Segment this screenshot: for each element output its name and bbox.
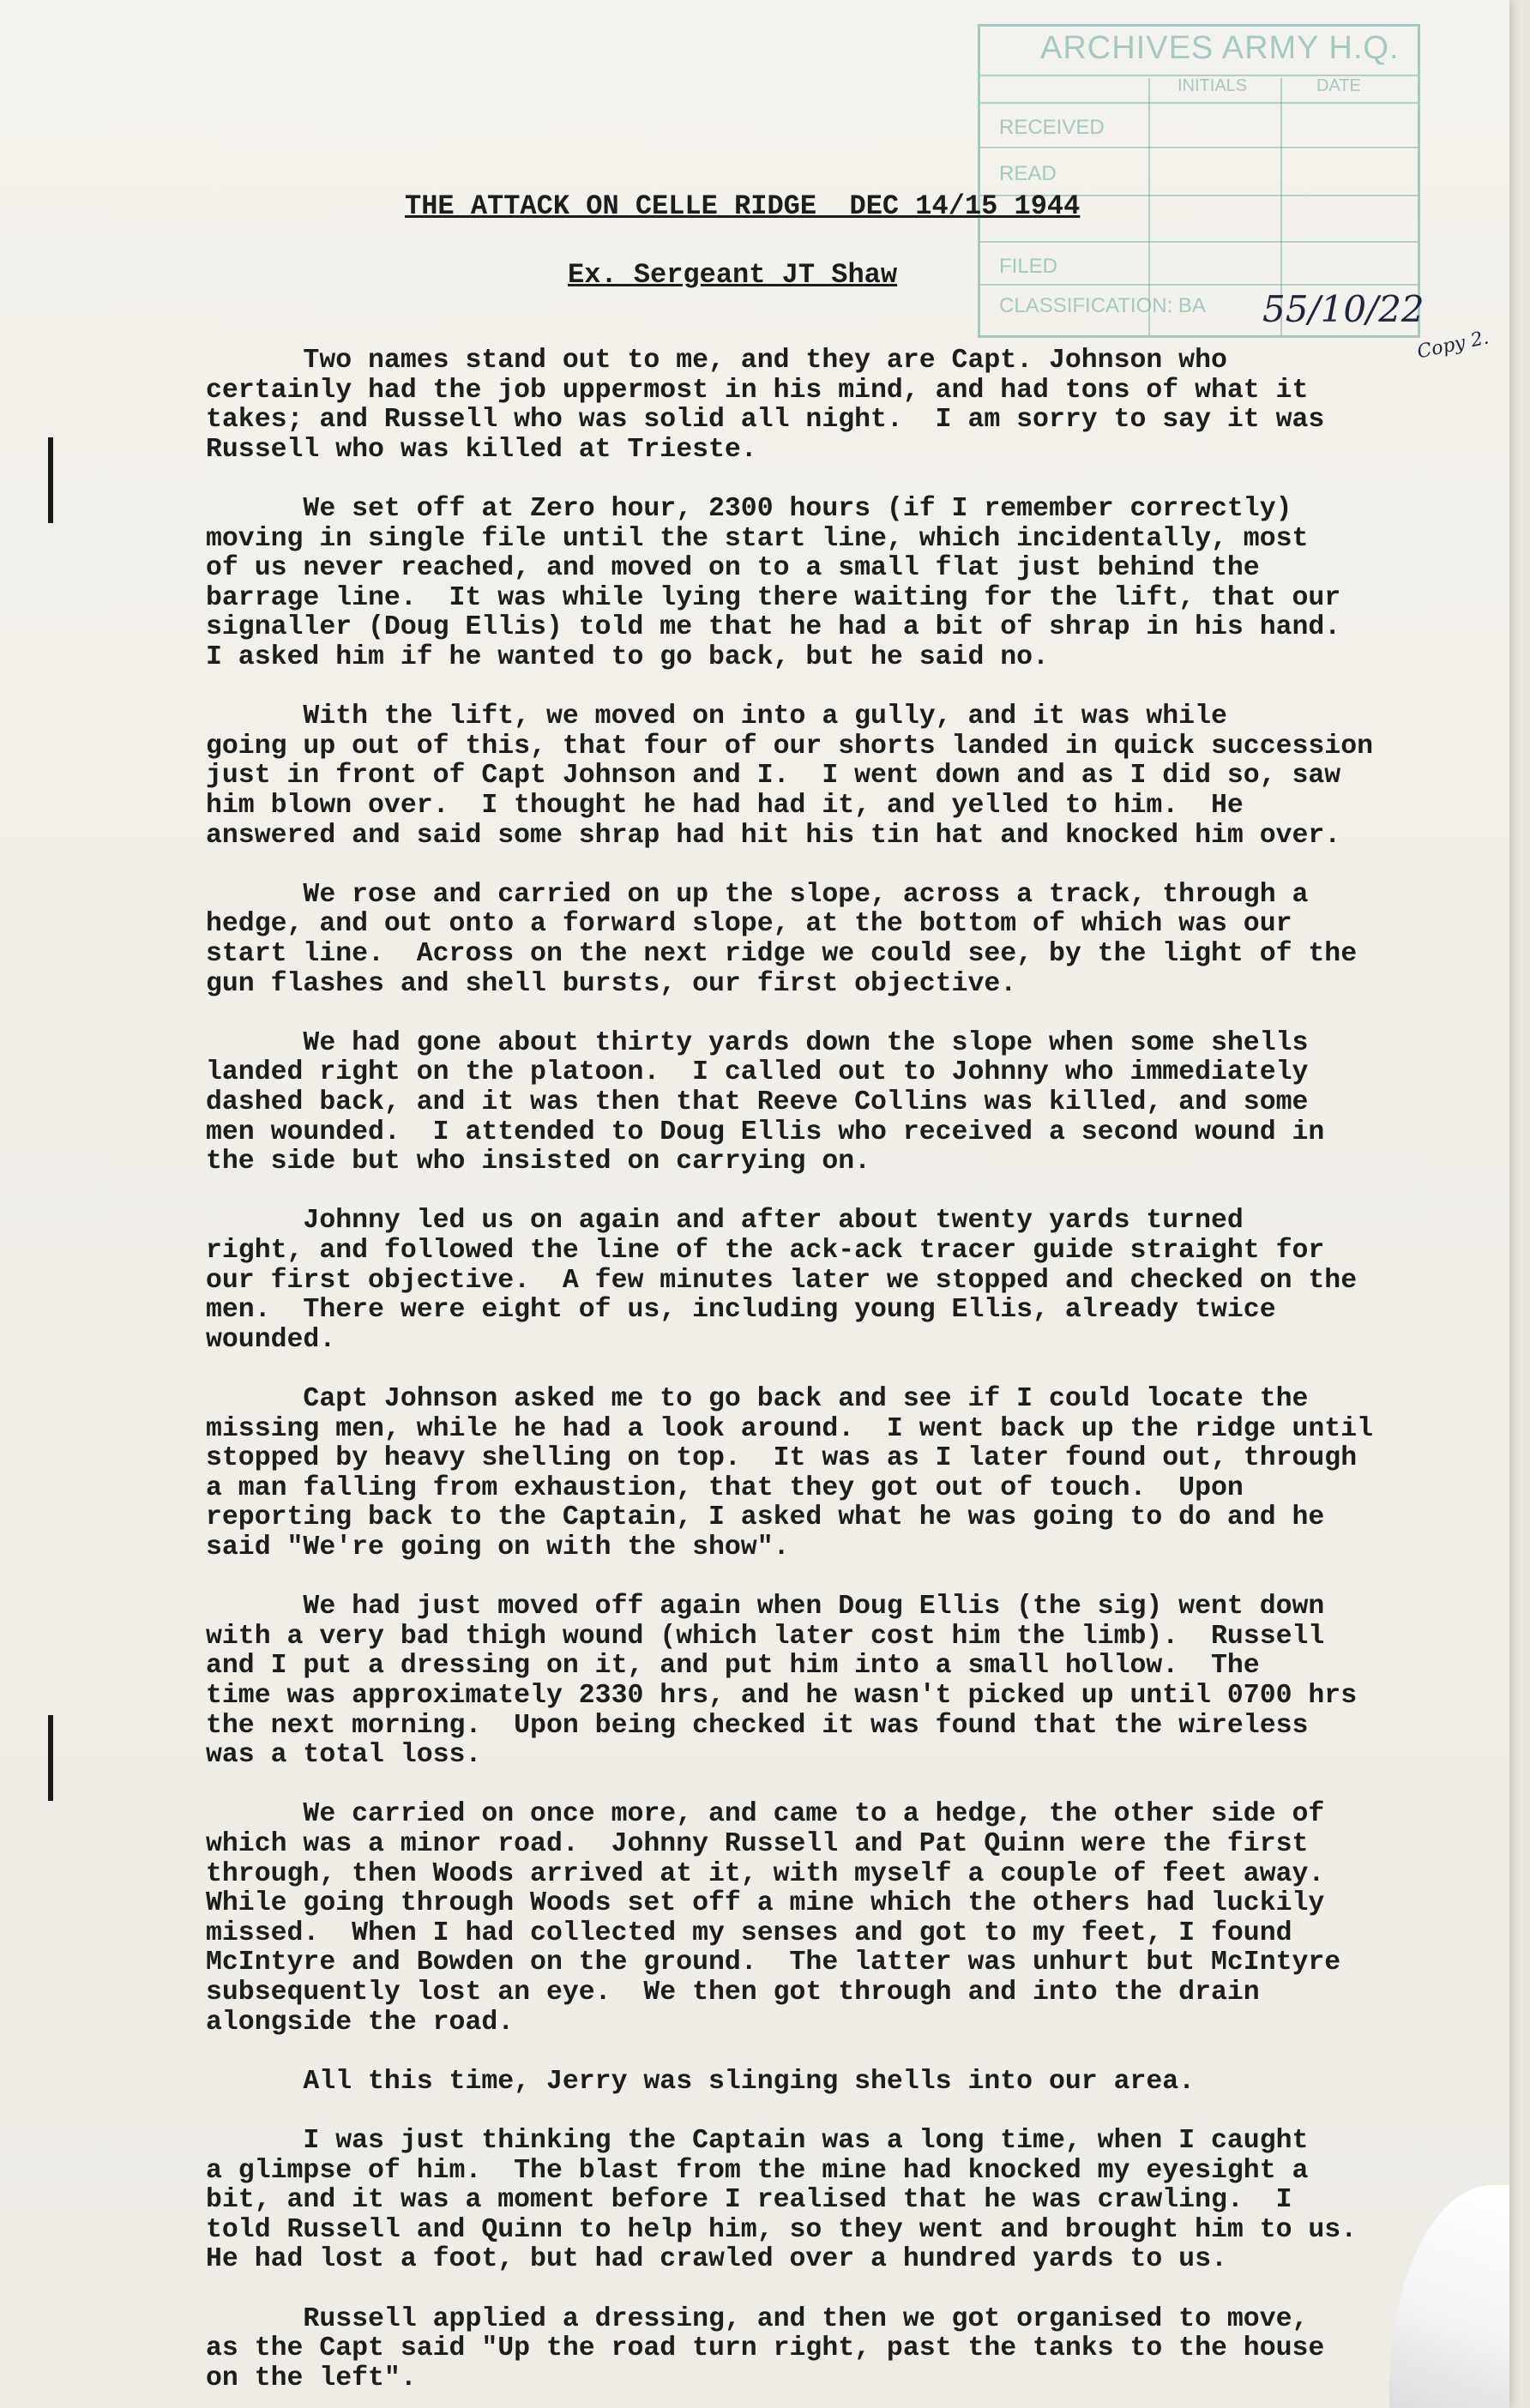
text-line: the side but who insisted on carrying on.: [206, 1147, 871, 1177]
text-line: moving in single file until the start line, which incidentally, most: [206, 523, 1309, 554]
page-curl: [1389, 2185, 1509, 2408]
text-line: the next morning. Upon being checked it was found that the wireless: [206, 1710, 1309, 1741]
text-line: I asked him if he wanted to go back, but he said no.: [206, 642, 1049, 672]
text-line: our first objective. A few minutes later we stopped and checked on the: [206, 1265, 1358, 1296]
text-line: was a total loss.: [206, 1740, 482, 1771]
text-line: answered and said some shrap had hit his tin hat and knocked him over.: [206, 820, 1341, 851]
text-line: Capt Johnson asked me to go back and see if I could locate the: [206, 1384, 1309, 1414]
text-line: hedge, and out onto a forward slope, at the bottom of which was our: [206, 909, 1292, 940]
text-line: just in front of Capt Johnson and I. I went down and as I did so, saw: [206, 761, 1341, 792]
binder-mark: [48, 1715, 53, 1801]
text-line: gun flashes and shell bursts, our first objective.: [206, 968, 1017, 999]
text-line: right, and followed the line of the ack-ack tracer guide straight for: [206, 1236, 1325, 1266]
text-line: McIntyre and Bowden on the ground. The latter was unhurt but McIntyre: [206, 1947, 1341, 1978]
text-line: time was approximately 2330 hrs, and he wasn't picked up until 0700 hrs: [206, 1681, 1358, 1711]
stamp-row-classification: CLASSIFICATION: BA: [999, 294, 1206, 317]
handwritten-copy-note: Copy 2.: [1415, 327, 1491, 364]
text-line: a man falling from exhaustion, that they got out of touch. Upon: [206, 1472, 1244, 1503]
text-line: going up out of this, that four of our shorts landed in quick succession: [206, 731, 1374, 762]
text-line: and I put a dressing on it, and put him into a small hollow. The: [206, 1651, 1260, 1682]
text-line: Russell applied a dressing, and then we got organised to move,: [206, 2303, 1309, 2334]
text-line: missed. When I had collected my senses and got to my feet, I found: [206, 1917, 1292, 1948]
text-line: Two names stand out to me, and they are Capt. Johnson who: [206, 346, 1227, 376]
text-line: men. There were eight of us, including young Ellis, already twice: [206, 1295, 1276, 1326]
text-line: Johnny led us on again and after about twenty yards turned: [206, 1206, 1244, 1237]
text-line: which was a minor road. Johnny Russell and Pat Quinn were the first: [206, 1829, 1309, 1859]
text-line: told Russell and Quinn to help him, so they went and brought him to us.: [206, 2214, 1358, 2245]
text-line: men wounded. I attended to Doug Ellis who received a second wound in: [206, 1117, 1325, 1147]
text-line: With the lift, we moved on into a gully, and it was while: [206, 701, 1227, 732]
text-line: While going through Woods set off a mine which the others had luckily: [206, 1888, 1325, 1919]
stamp-row-received: RECEIVED: [999, 116, 1105, 139]
text-line: He had lost a foot, but had crawled over a hundred yards to us.: [206, 2244, 1227, 2275]
stamp-col-date: DATE: [1316, 76, 1361, 95]
text-line: We set off at Zero hour, 2300 hours (if I remember correctly): [206, 494, 1292, 524]
text-line: reporting back to the Captain, I asked what he was going to do and he: [206, 1502, 1325, 1533]
document-title: THE ATTACK ON CELLE RIDGE DEC 14/15 1944: [405, 190, 1081, 222]
text-line: barrage line. It was while lying there waiting for the lift, that our: [206, 582, 1341, 613]
text-line: start line. Across on the next ridge we could see, by the light of the: [206, 939, 1358, 969]
text-line: alongside the road.: [206, 2007, 515, 2038]
text-line: a glimpse of him. The blast from the mine had knocked my eyesight a: [206, 2155, 1309, 2186]
text-line: We had just moved off again when Doug Ellis (the sig) went down: [206, 1592, 1325, 1622]
text-line: missing men, while he had a look around. I went back up the ridge until: [206, 1413, 1374, 1444]
text-line: through, then Woods arrived at it, with myself a couple of feet away.: [206, 1858, 1325, 1889]
text-line: with a very bad thigh wound (which later cost him the limb). Russell: [206, 1621, 1325, 1652]
text-line: of us never reached, and moved on to a small flat just behind the: [206, 553, 1260, 584]
binder-mark: [48, 437, 53, 523]
text-line: bit, and it was a moment before I realised that he was crawling. I: [206, 2185, 1292, 2216]
text-line: said "We're going on with the show".: [206, 1532, 790, 1562]
text-line: I was just thinking the Captain was a long time, when I caught: [206, 2126, 1309, 2156]
text-line: signaller (Doug Ellis) told me that he had a bit of shrap in his hand.: [206, 612, 1341, 643]
text-line: We rose and carried on up the slope, across a track, through a: [206, 879, 1309, 910]
text-line: subsequently lost an eye. We then got through and into the drain: [206, 1978, 1260, 2008]
text-line: We had gone about thirty yards down the slope when some shells: [206, 1027, 1309, 1058]
text-line: as the Capt said "Up the road turn right, past the tanks to the house: [206, 2333, 1325, 2364]
text-line: wounded.: [206, 1324, 336, 1355]
text-line: him blown over. I thought he had had it, and yelled to him. He: [206, 791, 1244, 821]
stamp-title: ARCHIVES ARMY H.Q.: [1040, 30, 1400, 66]
document-author: Ex. Sergeant JT Shaw: [568, 259, 898, 291]
handwritten-reference: 55/10/22: [1262, 288, 1425, 330]
text-line: dashed back, and it was then that Reeve Collins was killed, and some: [206, 1087, 1309, 1117]
text-line: We carried on once more, and came to a hedge, the other side of: [206, 1799, 1325, 1830]
text-line: Russell who was killed at Trieste.: [206, 434, 757, 465]
text-line: on the left".: [206, 2363, 417, 2393]
text-line: stopped by heavy shelling on top. It was as I later found out, through: [206, 1443, 1358, 1474]
stamp-row-filed: FILED: [999, 255, 1058, 278]
stamp-col-initials: INITIALS: [1178, 76, 1248, 95]
text-line: takes; and Russell who was solid all night. I am sorry to say it was: [206, 405, 1325, 436]
text-line: certainly had the job uppermost in his mind, and had tons of what it: [206, 375, 1309, 406]
text-line: All this time, Jerry was slinging shells into our area.: [206, 2066, 1196, 2097]
text-line: landed right on the platoon. I called out to Johnny who immediately: [206, 1057, 1309, 1088]
stamp-row-read: READ: [999, 162, 1057, 185]
